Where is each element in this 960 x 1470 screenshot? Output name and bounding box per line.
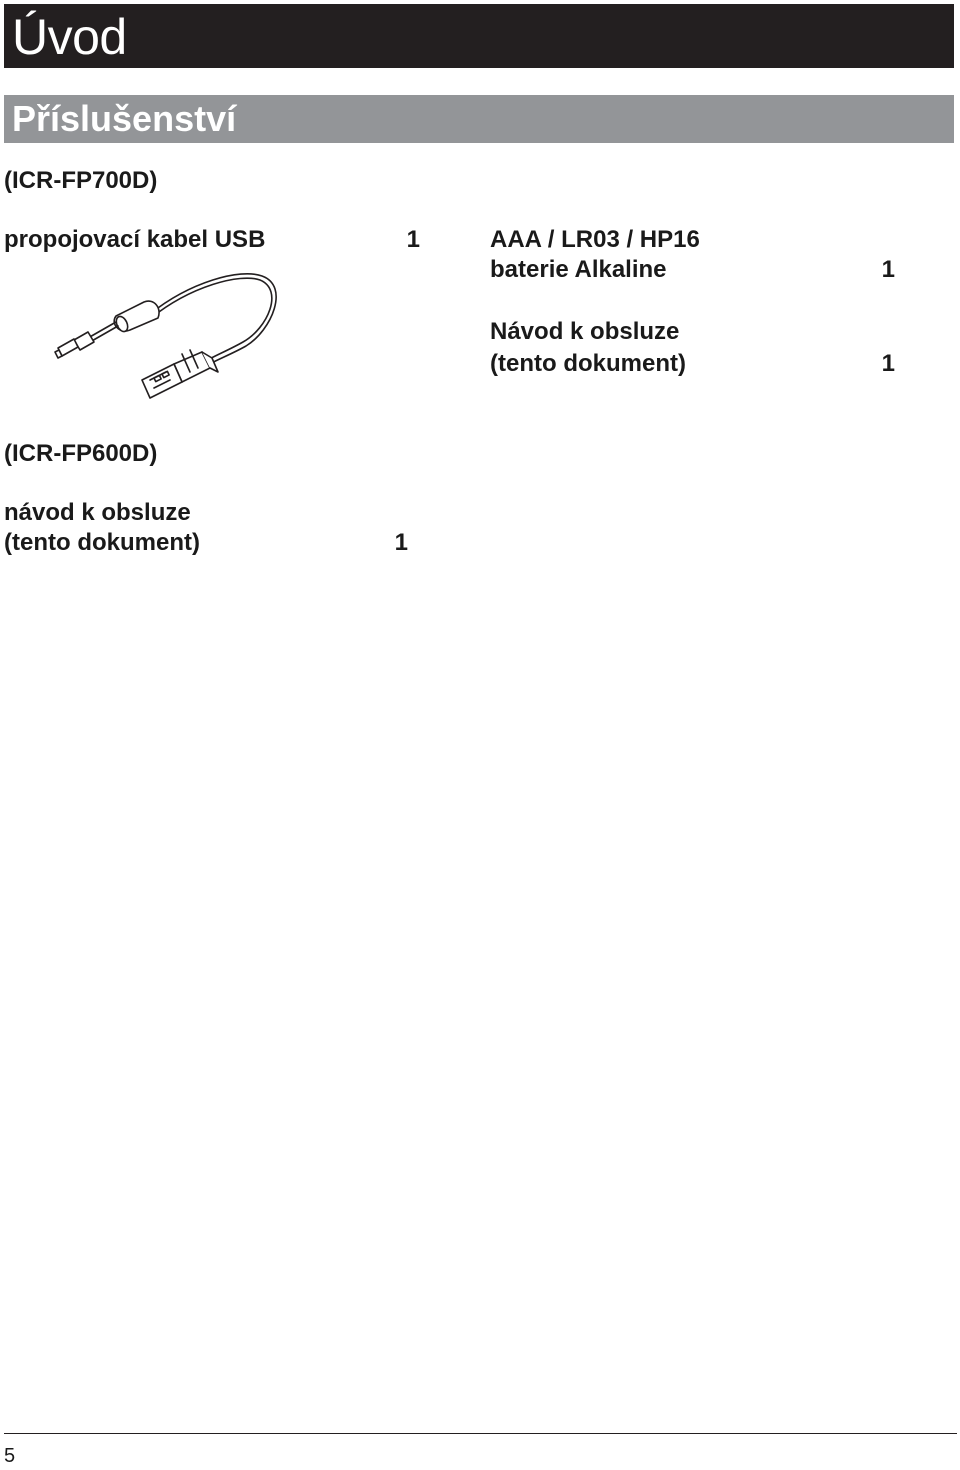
item-battery-name-line2: baterie Alkaline bbox=[490, 256, 667, 283]
model-label-fp600d: (ICR-FP600D) bbox=[4, 440, 158, 467]
chapter-title: Úvod bbox=[12, 9, 127, 65]
chapter-header-bar bbox=[4, 4, 954, 68]
item-manual-b-qty: 1 bbox=[394, 529, 408, 556]
footer-rule bbox=[4, 1433, 957, 1434]
item-battery-name-line1: AAA / LR03 / HP16 bbox=[490, 226, 700, 253]
item-manual-name-line1: Návod k obsluze bbox=[490, 318, 680, 345]
item-battery-qty: 1 bbox=[881, 256, 895, 283]
usb-cable-icon bbox=[50, 268, 282, 402]
item-manual-name-line2: (tento dokument) bbox=[490, 350, 686, 377]
item-manual-b-name-line1: návod k obsluze bbox=[4, 499, 191, 526]
item-usb-cable-qty: 1 bbox=[406, 226, 420, 253]
item-manual-b-name-line2: (tento dokument) bbox=[4, 529, 200, 556]
item-usb-cable-name: propojovací kabel USB bbox=[4, 226, 266, 253]
model-label-fp700d: (ICR-FP700D) bbox=[4, 167, 158, 194]
item-manual-qty: 1 bbox=[881, 350, 895, 377]
section-title: Příslušenství bbox=[12, 98, 237, 139]
page-number: 5 bbox=[4, 1445, 16, 1467]
